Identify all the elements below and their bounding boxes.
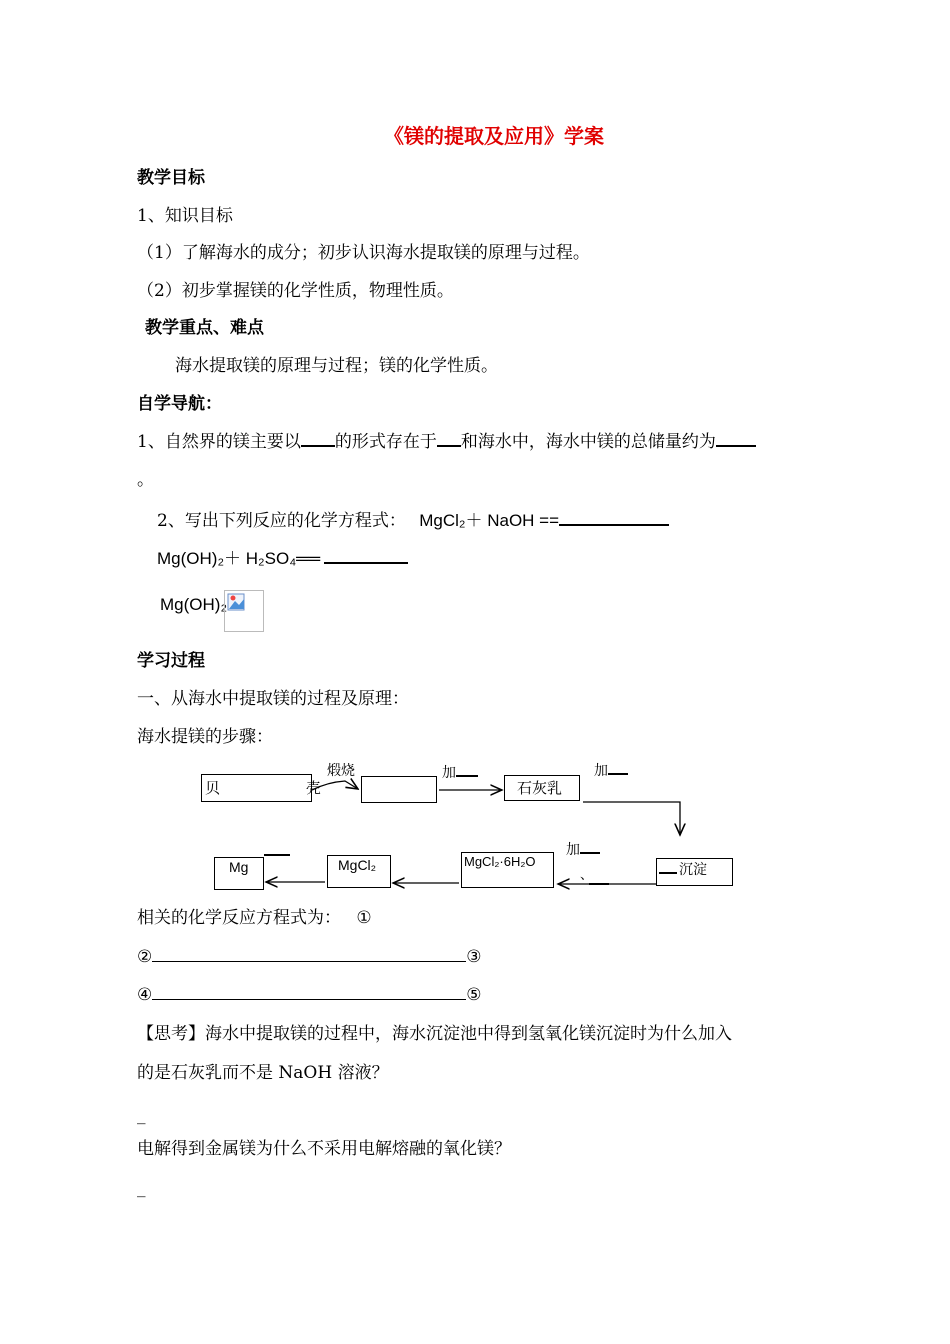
add-reagent-2-blank[interactable] — [608, 763, 628, 775]
cao-box[interactable] — [361, 776, 437, 803]
precipitate-blank[interactable] — [659, 860, 677, 874]
reaction-row-4 — [137, 985, 482, 1005]
circled-4: ④ — [137, 985, 153, 1005]
key-heading: 教学重点、难点 — [145, 318, 264, 338]
answer-dash-2[interactable]: _ — [137, 1178, 146, 1198]
question-2 — [157, 510, 669, 531]
question-1 — [137, 431, 756, 452]
precipitate-label: 沉淀 — [679, 862, 707, 878]
think-line-3: 电解得到金属镁为什么不采用电解熔融的氧化镁？ — [137, 1139, 511, 1159]
mgcl2-label: MgCl₂ — [338, 857, 377, 873]
self-study-heading: 自学导航： — [137, 394, 222, 414]
calcine-label: 煅烧 — [327, 763, 355, 779]
equation-2: Mg(OH)₂＋ H₂SO₄══ — [157, 549, 321, 568]
equation-3: Mg(OH)₂ — [160, 595, 228, 614]
think-line-2: 的是石灰乳而不是 NaOH 溶液？ — [137, 1063, 389, 1083]
equation-1: MgCl₂＋ NaOH == — [419, 511, 560, 530]
electrolysis-blank[interactable] — [264, 854, 290, 856]
broken-image-icon — [224, 590, 264, 632]
circled-3: ③ — [466, 947, 482, 967]
question-1-part-c: 和海水中，海水中镁的总储量约为 — [460, 432, 716, 452]
reactions-label-text: 相关的化学反应方程式为： — [137, 908, 341, 928]
reactions-label — [137, 908, 372, 928]
equation-2-blank[interactable] — [324, 548, 408, 564]
tick-line — [589, 883, 609, 885]
mg-box — [214, 857, 264, 890]
reaction-row-2 — [137, 947, 482, 967]
arrow-lime-to-precipitate — [583, 802, 680, 835]
blank-location[interactable] — [437, 431, 461, 447]
tick-mark: 、 — [580, 868, 594, 883]
question-2-prefix: 2、写出下列反应的化学方程式： — [157, 511, 406, 531]
blank-form[interactable] — [301, 431, 335, 447]
question-1-end: 。 — [137, 470, 154, 490]
blank-reserve[interactable] — [716, 431, 756, 447]
answer-dash-1[interactable]: _ — [137, 1105, 146, 1125]
mg-label: Mg — [229, 859, 249, 875]
hydrate-label: MgCl₂·6H₂O — [464, 854, 536, 869]
add-label-1 — [442, 765, 478, 782]
lime-box — [504, 775, 580, 801]
add-label-2-text: 加 — [594, 763, 608, 779]
add-label-1-text: 加 — [442, 765, 456, 781]
add-label-3 — [566, 842, 600, 859]
key-text: 海水提取镁的原理与过程；镁的化学性质。 — [175, 356, 498, 376]
hydrate-box — [461, 852, 554, 888]
equation-2-row — [157, 548, 408, 569]
goal-2: （2）初步掌握镁的化学性质，物理性质。 — [137, 281, 454, 301]
add-label-3-text: 加 — [566, 842, 580, 858]
add-reagent-3-blank[interactable] — [580, 842, 600, 854]
goals-heading: 教学目标 — [137, 168, 205, 188]
part-1: 一、从海水中提取镁的过程及原理： — [137, 689, 409, 709]
lime-label: 石灰乳 — [517, 779, 563, 797]
goal-1: （1）了解海水的成分；初步认识海水提取镁的原理与过程。 — [137, 243, 590, 263]
add-reagent-1-blank[interactable] — [456, 765, 478, 777]
process-heading: 学习过程 — [137, 651, 205, 671]
equation-1-blank[interactable] — [559, 510, 669, 526]
shell-label: 贝 壳 — [205, 779, 321, 797]
shell-box — [201, 774, 321, 802]
reaction-4-blank[interactable] — [152, 989, 466, 1000]
circled-1: ① — [356, 908, 372, 928]
precipitate-box — [656, 858, 733, 886]
steps-label: 海水提镁的步骤： — [137, 727, 273, 747]
reaction-2-blank[interactable] — [152, 951, 466, 962]
question-1-part-b: 的形式存在于 — [334, 432, 437, 452]
circled-5: ⑤ — [466, 985, 482, 1005]
mgcl2-box — [327, 855, 391, 888]
question-1-part-a: 1、自然界的镁主要以 — [137, 432, 301, 452]
add-label-2 — [594, 763, 628, 780]
circled-2: ② — [137, 947, 153, 967]
page-title: 《镁的提取及应用》学案 — [384, 124, 604, 148]
think-line-1: 【思考】海水中提取镁的过程中，海水沉淀池中得到氢氧化镁沉淀时为什么加入 — [137, 1024, 732, 1044]
knowledge-goal: 1、知识目标 — [137, 206, 233, 226]
